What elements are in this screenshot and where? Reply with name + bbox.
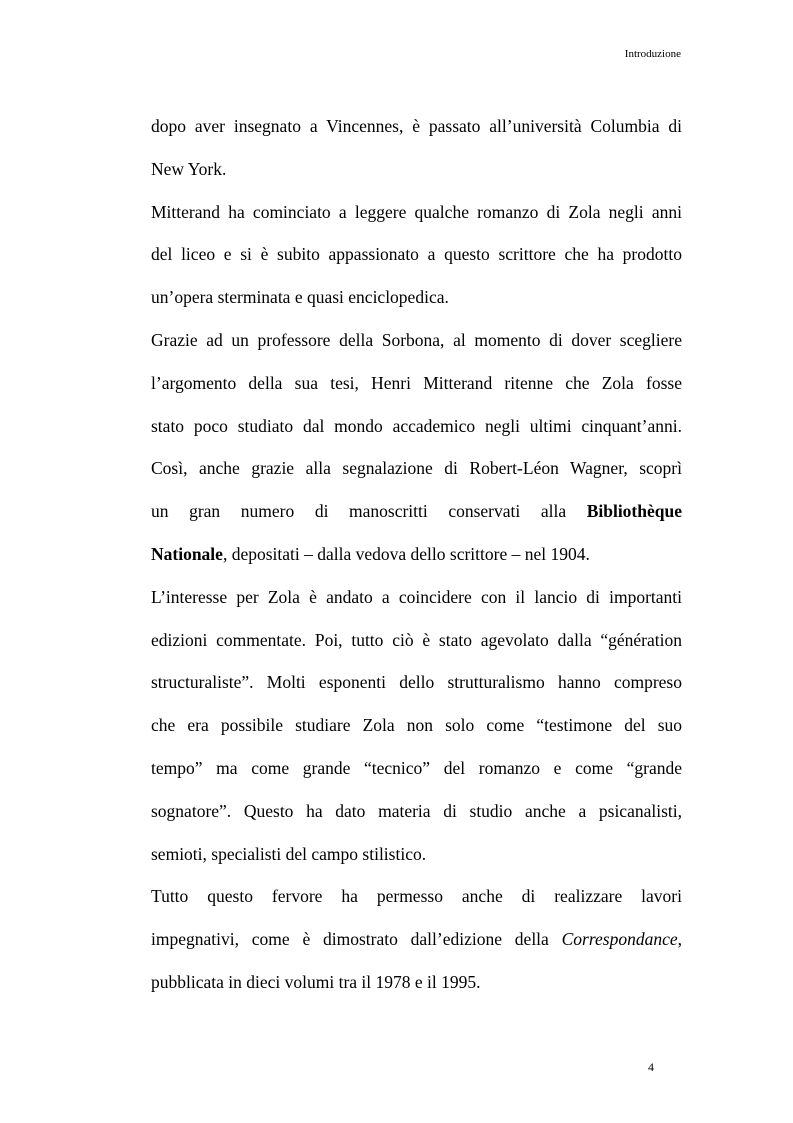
paragraph	[151, 576, 682, 876]
italic-work-title: Correspondance	[561, 929, 678, 950]
text-line: dopo aver insegnato a Vincennes, è passato all’università Columbia di	[151, 116, 682, 136]
text-line: edizioni commentate. Poi, tutto ciò è stato agevolato dalla “génération	[151, 629, 682, 650]
text-line: del liceo e si è subito appassionato a questo scrittore che ha prodotto	[151, 244, 682, 265]
text-line: stato poco studiato dal mondo accademico negli ultimi cinquant’anni.	[151, 415, 682, 436]
text-line: tempo” ma come grande “tecnico” del romanzo e come “grande	[151, 757, 682, 778]
text-line: pubblicata in dieci volumi tra il 1978 e il 1995.	[151, 971, 481, 992]
text-line: Grazie ad un professore della Sorbona, al momento di dover scegliere	[151, 329, 682, 350]
running-header: Introduzione	[624, 48, 681, 60]
text-line: l’argomento della sua tesi, Henri Mitterand ritenne che Zola fosse	[151, 372, 682, 393]
text-line: che era possibile studiare Zola non solo come “testimone del suo	[151, 715, 682, 736]
paragraph	[151, 105, 682, 191]
text-line: Tutto questo fervore ha permesso anche di realizzare lavori	[151, 886, 682, 907]
text-line: New York.	[151, 158, 227, 179]
bold-library-name: Bibliothèque	[586, 501, 682, 522]
line-text: ,	[677, 929, 682, 950]
text-line	[151, 918, 682, 961]
text-line: sognatore”. Questo ha dato materia di studio anche a psicanalisti,	[151, 800, 682, 821]
paragraph	[151, 191, 682, 319]
line-text: , depositati – dalla vedova dello scrittore – nel 1904.	[222, 543, 590, 564]
line-text: impegnativi, come è dimostrato dall’edizione della	[151, 929, 562, 950]
text-line: L’interesse per Zola è andato a coincidere con il lancio di importanti	[151, 586, 682, 607]
line-text: un gran numero di manoscritti conservati alla	[151, 501, 587, 522]
text-line: Così, anche grazie alla segnalazione di Robert-Léon Wagner, scoprì	[151, 458, 682, 479]
text-line: Mitterand ha cominciato a leggere qualche romanzo di Zola negli anni	[151, 201, 682, 222]
text-line	[151, 490, 682, 533]
paragraph	[151, 875, 682, 1003]
paragraph	[151, 319, 682, 576]
page-number: 4	[648, 1060, 654, 1074]
text-line: semioti, specialisti del campo stilistico.	[151, 843, 427, 864]
bold-library-name: Nationale	[151, 543, 223, 564]
text-line	[151, 533, 682, 576]
text-line: structuraliste”. Molti esponenti dello strutturalismo hanno compreso	[151, 672, 682, 693]
body-text	[151, 105, 682, 1004]
text-line: un’opera sterminata e quasi enciclopedica.	[151, 287, 449, 308]
